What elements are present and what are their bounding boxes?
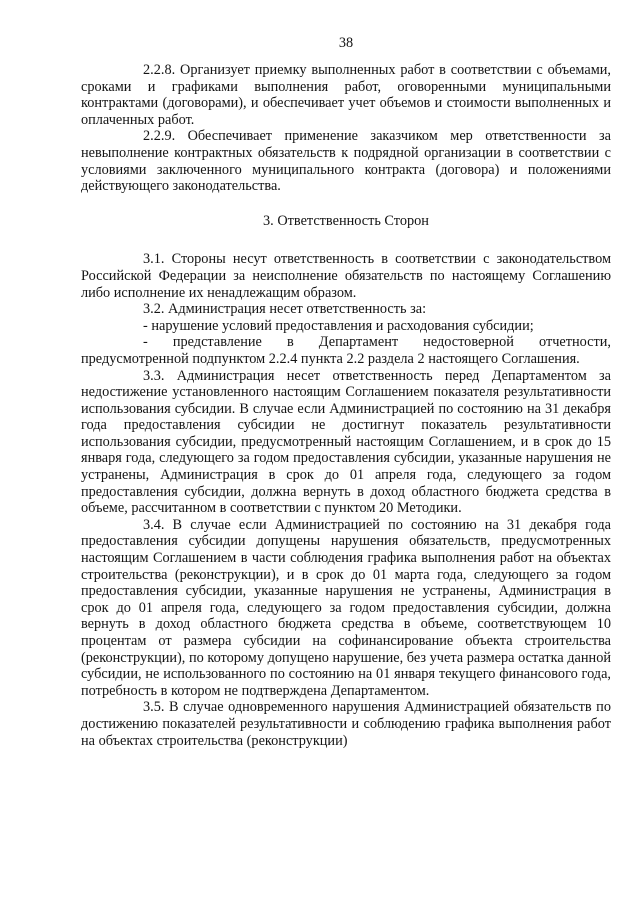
document-body	[81, 62, 611, 749]
paragraph-3-4: 3.4. В случае если Администрацией по состоянию на 31 декабря года предоставления субсидии допущены нарушения обязательств, предусмотренных настоящим Соглашением в части соблюдения графика выполнения работ на объектах строительства (реконструкции), и в срок до 01 марта года, следующего за годом предоставления субсидии, указанные нарушения не устранены, Администрация в срок до 01 апреля года, следующего за годом предоставления субсидии, должна вернуть в доход областного бюджета средства в объеме, соответствующем 10 процентам от размера субсидии на софинансирование объекта строительства (реконструкции), по которому допущено нарушение, без учета размера остатка данной субсидии, не использованного по состоянию на 01 января текущего финансового года, потребность в котором не подтверждена Департаментом.	[81, 516, 611, 699]
paragraph-3-1: 3.1. Стороны несут ответственность в соответствии с законодательством Российской Федерации за неисполнение обязательств по настоящему Соглашению либо исполнение их ненадлежащим образом.	[81, 251, 611, 301]
paragraph-3-5: 3.5. В случае одновременного нарушения Администрацией обязательств по достижению показателей результативности и соблюдению графика выполнения работ на объектах строительства (реконструкции)	[81, 699, 611, 749]
paragraph-3-3: 3.3. Администрация несет ответственность перед Департаментом за недостижение установленного настоящим Соглашением показателя результативности использования субсидии. В случае если Администрацией по состоянию на 31 декабря года предоставления субсидии не достигнут показатель результативности использования субсидии, предусмотренный настоящим Соглашением, и в срок до 15 января года, следующего за годом предоставления субсидии, указанные нарушения не устранены, Администрация в срок до 01 апреля года, следующего за годом предоставления субсидии, должна вернуть в доход областного бюджета средства в объеме, рассчитанном в соответствии с пунктом 20 Методики.	[81, 367, 611, 517]
paragraph-2-2-8: 2.2.8. Организует приемку выполненных работ в соответствии с объемами, сроками и графиками выполнения работ, оговоренными муниципальными контрактами (договорами), и обеспечивает учет объемов и стоимости выполненных и оплаченных работ.	[81, 62, 611, 128]
section-heading: 3. Ответственность Сторон	[263, 212, 429, 229]
page-number: 38	[338, 35, 354, 51]
paragraph-3-2: 3.2. Администрация несет ответственность за:	[143, 301, 427, 318]
list-item-violation: - нарушение условий предоставления и расходования субсидии;	[143, 317, 534, 334]
list-item-reporting: - представление в Департамент недостоверной отчетности, предусмотренной подпунктом 2.2.4 пункта 2.2 раздела 2 настоящего Соглашения.	[81, 334, 611, 367]
paragraph-2-2-9: 2.2.9. Обеспечивает применение заказчиком мер ответственности за невыполнение контрактных обязательств к подрядной организации в соответствии с условиями заключенного муниципального контракта (договора) и положениями действующего законодательства.	[81, 128, 611, 195]
